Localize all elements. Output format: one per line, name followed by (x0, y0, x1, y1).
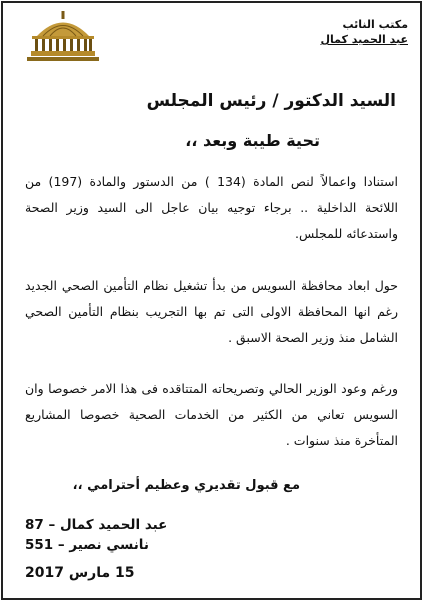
addressee: السيد الدكتور / رئيس المجلس (146, 91, 396, 111)
greeting: تحية طيبة وبعد ،، (185, 131, 320, 150)
signature-2: نانسي نصير – 551 (25, 537, 149, 553)
office-line-1: مكتب النائب (342, 18, 408, 31)
office-line-2: عبد الحميد كمال (320, 33, 408, 46)
closing-line: مع قبول تقديري وعظيم أحترامي ،، (72, 478, 300, 493)
signatures (25, 515, 175, 555)
paragraph-3: ورغم وعود الوزير الحالي وتصريحاته المتتاقده فى هذا الامر خصوصا وان السويس تعاني من الكثير من الخدمات الصحية خصوصا المشاريع المتأخرة منذ سنوات . (25, 381, 398, 448)
letter-date: 15 مارس 2017 (25, 565, 135, 581)
signature-1: عبد الحميد كمال – 87 (25, 517, 168, 533)
paragraph-2: حول ابعاد محافظة السويس من بدأ تشغيل نظام التأمين الصحي الجديد رغم انها المحافظة الاولى التى تم بها التجريب بنظام التأمين الصحي الشامل منذ وزير الصحة الاسبق . (25, 278, 398, 345)
office-title (320, 17, 408, 47)
parliament-dome-logo (23, 9, 103, 63)
letterhead (9, 9, 414, 63)
letter-page (1, 1, 422, 600)
paragraph-1: استنادا واعمالاً لنص المادة (134 ) من الدستور والمادة (197) من اللائحة الداخلية .. برجاء توجيه بيان عاجل الى السيد وزير الصحة واستدعائه للمجلس. (25, 174, 398, 241)
